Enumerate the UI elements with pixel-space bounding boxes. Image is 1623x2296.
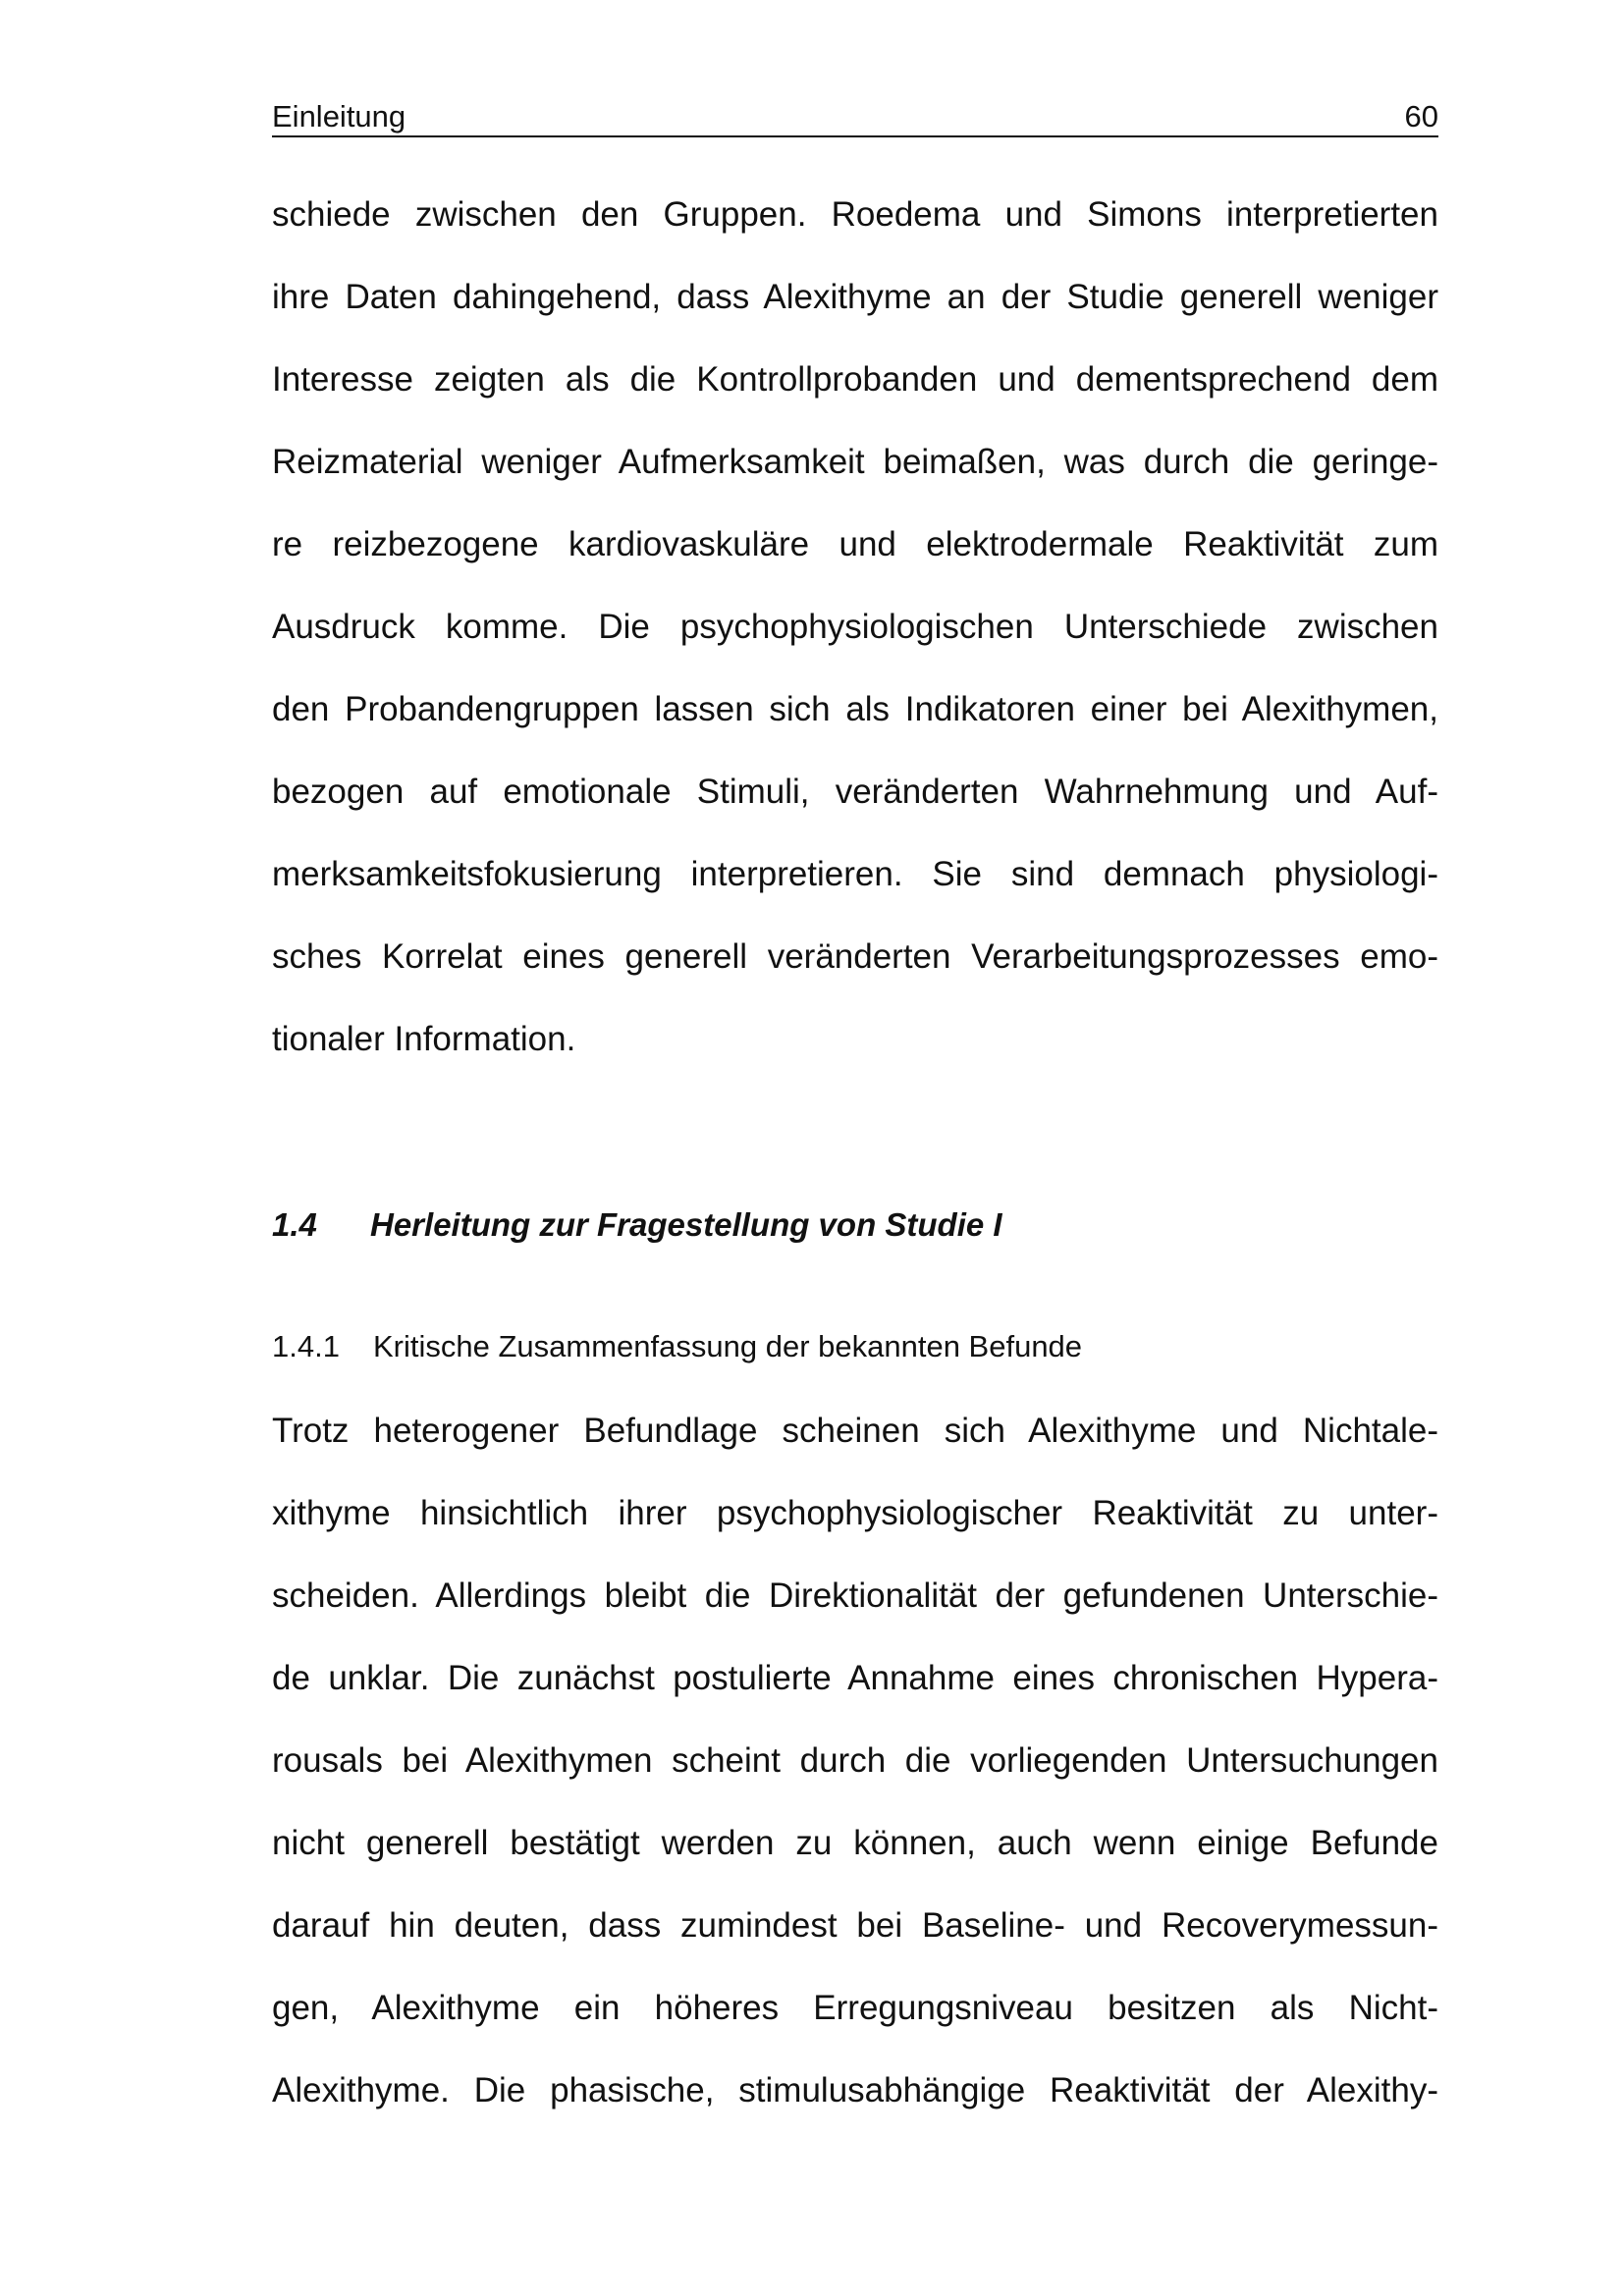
body-paragraph-2 (272, 1390, 1438, 2132)
text-line: merksamkeitsfokusierung interpretieren. Sie sind demnach physiologi- (272, 855, 1438, 893)
text-line: Interesse zeigten als die Kontrollprobanden und dementsprechend dem (272, 360, 1438, 399)
running-header (272, 98, 1438, 137)
section-title: Herleitung zur Fragestellung von Studie I (370, 1206, 1002, 1243)
section-number: 1.4 (272, 1206, 317, 1243)
text-line: scheiden. Allerdings bleibt die Direktionalität der gefundenen Unterschie- (272, 1576, 1438, 1615)
subsection-heading (272, 1329, 1082, 1364)
text-line: re reizbezogene kardiovaskuläre und elektrodermale Reaktivität zum (272, 525, 1438, 563)
text-line: den Probandengruppen lassen sich als Indikatoren einer bei Alexithymen, (272, 690, 1438, 728)
text-line: Trotz heterogener Befundlage scheinen sich Alexithyme und Nichtale- (272, 1412, 1438, 1450)
text-line: xithyme hinsichtlich ihrer psychophysiologischer Reaktivität zu unter- (272, 1494, 1438, 1532)
text-line: Ausdruck komme. Die psychophysiologischen Unterschiede zwischen (272, 608, 1438, 646)
text-line: Reizmaterial weniger Aufmerksamkeit beimaßen, was durch die geringe- (272, 443, 1438, 481)
subsection-title: Kritische Zusammenfassung der bekannten Befunde (373, 1329, 1083, 1363)
text-line: gen, Alexithyme ein höheres Erregungsniveau besitzen als Nicht- (272, 1989, 1438, 2027)
text-line: rousals bei Alexithymen scheint durch die vorliegenden Untersuchungen (272, 1741, 1438, 1780)
section-heading (272, 1205, 1002, 1245)
body-paragraph-1 (272, 174, 1438, 1081)
text-line: de unklar. Die zunächst postulierte Annahme eines chronischen Hypera- (272, 1659, 1438, 1697)
text-line: ihre Daten dahingehend, dass Alexithyme an der Studie generell weniger (272, 278, 1438, 316)
text-line: darauf hin deuten, dass zumindest bei Baseline- und Recoverymessun- (272, 1906, 1438, 1945)
text-line: sches Korrelat eines generell veränderten Verarbeitungsprozesses emo- (272, 937, 1438, 976)
page-number: 60 (1404, 99, 1438, 133)
subsection-number: 1.4.1 (272, 1329, 340, 1363)
text-line: bezogen auf emotionale Stimuli, veränderten Wahrnehmung und Auf- (272, 773, 1438, 811)
text-line: Alexithyme. Die phasische, stimulusabhängige Reaktivität der Alexithy- (272, 2071, 1438, 2109)
text-line: schiede zwischen den Gruppen. Roedema und Simons interpretierten (272, 195, 1438, 234)
text-line: nicht generell bestätigt werden zu können, auch wenn einige Befunde (272, 1824, 1438, 1862)
chapter-title: Einleitung (272, 99, 406, 133)
text-line: tionaler Information. (272, 1020, 576, 1058)
